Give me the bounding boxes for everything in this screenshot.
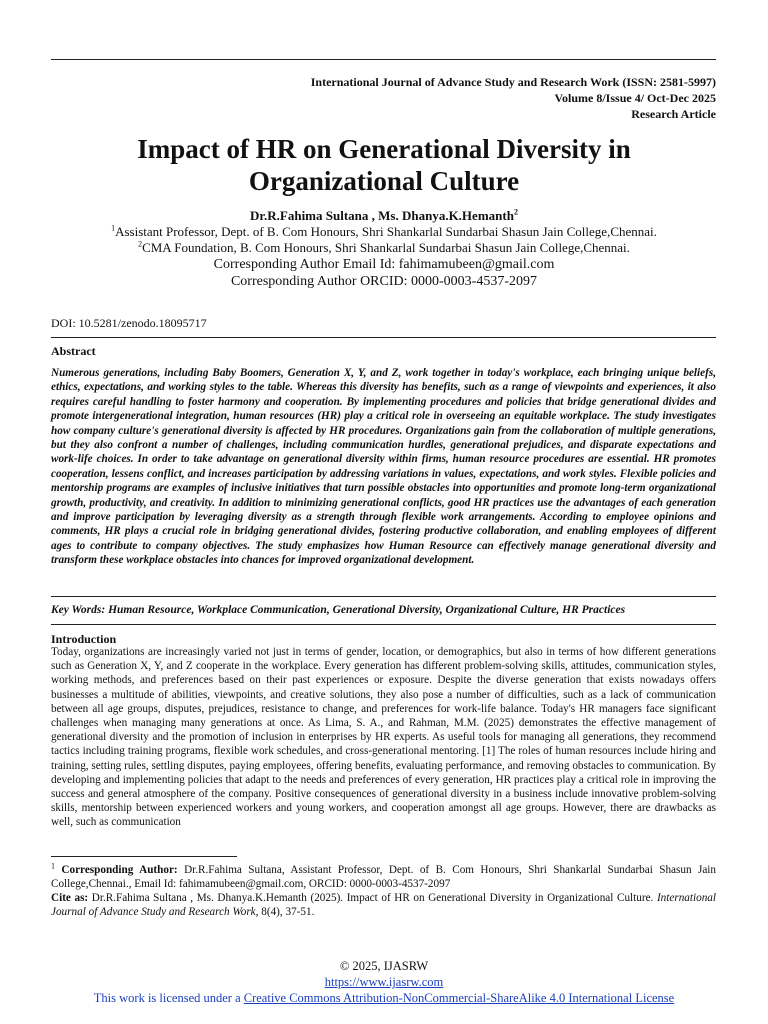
footnote-label: Corresponding Author: [61,864,178,876]
journal-url-link[interactable]: https://www.ijasrw.com [324,975,444,989]
footnote-rule [51,856,237,857]
cite-label: Cite as: [51,892,89,904]
keywords-rule [51,624,716,625]
license-link[interactable]: Creative Commons Attribution-NonCommercial-ShareAlike 4.0 International License [243,991,675,1005]
introduction-heading: Introduction [51,632,117,646]
license-prefix: This work is licensed under a [93,991,244,1005]
journal-header [311,74,716,122]
affiliation-2-text: CMA Foundation, B. Com Honours, Shri Shankarlal Sundarbai Shasun Jain College,Chennai. [142,240,630,255]
paper-title [0,133,768,197]
author-block [0,208,768,290]
abstract-heading: Abstract [51,344,96,358]
footnote [51,863,716,919]
abstract-top-rule [51,337,716,338]
author-sup: 2 [513,207,518,217]
introduction-text: Today, organizations are increasingly varied not just in terms of gender, location, or demographics, but also in terms of how different generations such as Generation X, Y, and Z cooperate in the workplace. Every generation has different problem-solving skills, attitudes, communication styles, working methods, and preferences based on their past experiences or exposure. Despite the diverse generation that exists nowadays offers businesses a multitude of abilities, viewpoints, and creative solutions, they also pose a number of difficulties, such as a lack of communication between all age groups, disputes, prejudices, resistance to change, and preferences for work-life balance. Today's HR managers face significant challenges when managing many generations at once. As Lima, S. A., and Rahman, M.M. (2025) demonstrates the effective management of generational diversity and the promotion of inclusion in enterprises by HR experts. As useful tools for managing all generations, they recommend tactics including training programs, flexible work schedules, and cross-generational mentoring. [1] The roles of human resources include hiring and training, setting rules, settling disputes, paying employees, offering benefits, evaluating performance, and removing obstacles to communication. By developing and implementing policies that adapt to the needs and preferences of every generation, HR practices play a critical role in improving the success and general atmosphere of the company. Positive consequences of generational diversity in a business include innovative problem-solving skills, mentorship between experienced workers and young workers, and cooperation amongst all age groups. However, there are drawbacks as well, such as communication [51,646,716,829]
cite-text: Dr.R.Fahima Sultana , Ms. Dhanya.K.Hemanth (2025). Impact of HR on Generational Diversity in Organizational Culture. [88,892,657,904]
footnote-text: Dr.R.Fahima Sultana, Assistant Professor, Dept. of B. Com Honours, Shri Shankarlal Sundarbai Shasun Jain College,Chennai., Email Id: fahimamubeen@gmail.com, ORCID: 0000-0003-4537-2097 [51,864,717,890]
corresponding-email: Corresponding Author Email Id: fahimamubeen@gmail.com [213,257,555,272]
doi: DOI: 10.5281/zenodo.18095717 [51,316,207,330]
keywords: Key Words: Human Resource, Workplace Communication, Generational Diversity, Organizational Culture, HR Practices [51,604,626,616]
cite-journal: International Journal of Advance Study and Research Work [51,892,716,918]
footnote-corresponding [51,863,716,891]
footnote-sup: 1 [51,861,55,871]
copyright: © 2025, IJASRW [339,959,429,973]
license-line [0,990,768,1006]
affiliation-1 [0,224,768,240]
paper-title-line1: Impact of HR on Generational Diversity in [137,134,631,164]
affiliation-1-text: Assistant Professor, Dept. of B. Com Honours, Shri Shankarlal Sundarbai Shasun Jain College,Chennai. [115,224,657,239]
article-type: Research Article [631,107,716,121]
abstract-bottom-rule [51,596,716,597]
affiliation-2-sup: 2 [138,239,143,249]
header-rule [51,59,716,60]
author-names-text: Dr.R.Fahima Sultana , Ms. Dhanya.K.Hemanth [250,208,514,223]
footnote-cite [51,891,716,919]
author-names [0,208,768,224]
corresponding-orcid: Corresponding Author ORCID: 0000-0003-4537-2097 [230,274,538,289]
affiliation-2 [0,240,768,256]
cite-tail: , 8(4), 37-51. [255,906,315,918]
journal-volume: Volume 8/Issue 4/ Oct-Dec 2025 [554,91,716,105]
abstract-text: Numerous generations, including Baby Boomers, Generation X, Y, and Z, work together in today's workplace, each bringing unique beliefs, ethics, expectations, and working styles to the table. Whereas this diversity has benefits, such as a range of viewpoints and experiences, it also requires careful handling to foster harmony and cooperation. By implementing procedures and policies that bridge generational divides and promote intergenerational integration, human resources (HR) play a critical role in overseeing an equitable workplace. The study investigates how company culture's generational diversity is affected by HR procedures. Organizations gain from the collaboration of multiple generations, but they also confront a number of challenges, including communication hurdles, generational prejudices, and disparate expectations and work-life choices. In order to take advantage on generational diversity within firms, human resource procedures are essential. HR promotes cooperation, lessens conflict, and increases participation by addressing variations in values, expectations, and work styles. Flexible policies and mentorship programs are examples of inclusive initiatives that turn possible obstacles into opportunities and promote long-term organizational growth, productivity, and creativity. In addition to minimizing generational conflicts, good HR practices use the advantages of each generation and improve participation by leveraging diversity as a strength through flexible work arrangements. According to employee opinions and comments, HR plays a crucial role in bridging generational divides, fostering productive collaboration, and enabling employees of different ages to contribute to company objectives. The study emphasizes how Human Resource can effectively manage generational diversity and transform these workplace obstacles into chances for improved organizational development. [51,367,716,567]
paper-title-line2: Organizational Culture [248,166,520,196]
affiliation-1-sup: 1 [111,223,116,233]
journal-name: International Journal of Advance Study and Research Work (ISSN: 2581-5997) [310,75,716,89]
page-footer [0,958,768,1006]
